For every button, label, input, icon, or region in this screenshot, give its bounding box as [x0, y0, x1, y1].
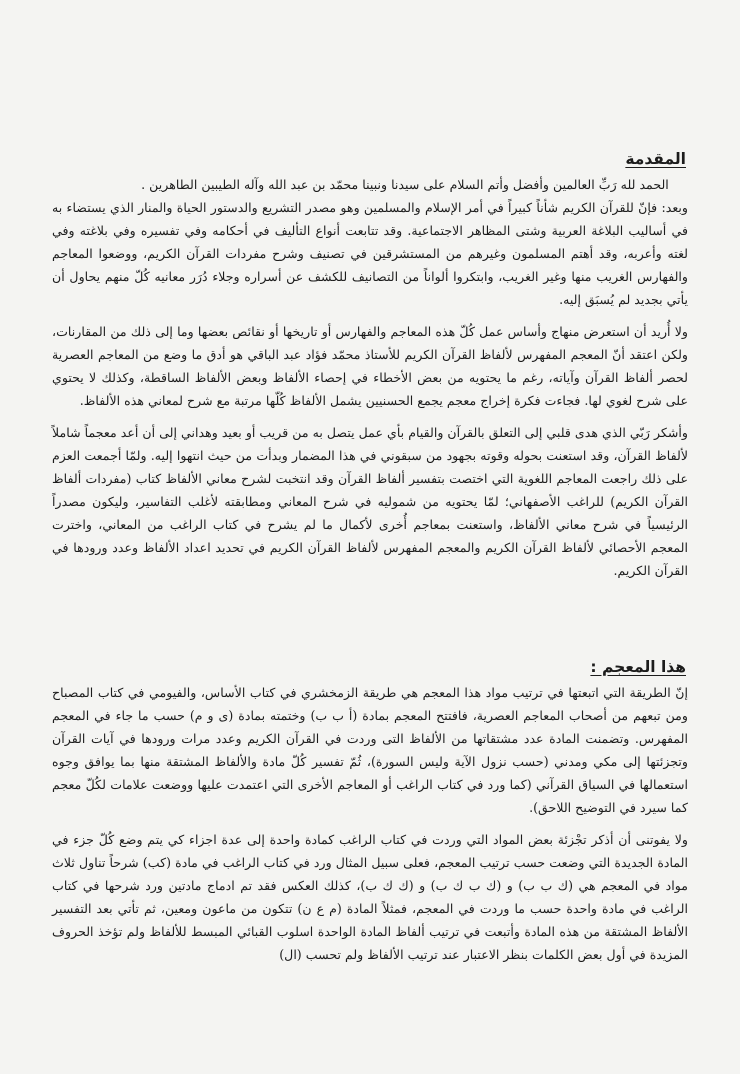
- intro-paragraph-3: ولا أُريد أن استعرض منهاج وأساس عمل كُلّ هذه المعاجم والفهارس أو تاريخها أو نقائص بعضها وما إلى ذلك من المقارنات، ولكن اعتقد أنّ المعجم المفهرس لألفاظ القرآن الكريم للأستاذ محمّد فؤاد عبد الباقي هو أدق ما وضع من المعاجم العصرية لحصر ألفاظ القرآن وآياته، رغم ما يحتويه من بعض الأخطاء في إحصاء الألفاظ وبعض الألفاظ الساقطة، وكذلك لا يحتوي على شرح لغوي لها. فجاءت فكرة إخراج معجم يجمع الحسنيين يشمل الألفاظ كُلّها مرتبة مع شرح لمعاني هذه الألفاظ.: [52, 324, 688, 408]
- intro-paragraph-2: وبعد: فإنّ للقرآن الكريم شأناً كبيراً في أمر الإسلام والمسلمين وهو مصدر التشريع والدستور الحياة والمنار الذي يستضاء به في أساليب البلاغة العربية وشتى المظاهر الاجتماعية. وقد تتابعت أنواع التأليف في أحكامه وفي تفسيره وفي بلاغته وفي لغته وأعربه، وقد أهتم المسلمون وغيرهم من المستشرقين في تصنيف وشرح مفردات القرآن الكريم، ووضعوا المعاجم والفهارس الغريب منها وغير الغريب، وابتكروا ألواناً من التصانيف للكشف عن أسراره وجلاء دُرَر معانيه كُلّ منهم يحاول أن يأتي بجديد لم يُسبَق إليه.: [52, 200, 688, 307]
- intro-heading: المقدمة: [625, 150, 686, 168]
- intro-section: [52, 150, 688, 582]
- method-section: [52, 658, 688, 966]
- intro-paragraph-4: وأشكر رَبّي الذي هدى قلبي إلى التعلق بالقرآن والقيام بأي عمل يتصل به من قريب أو بعيد وهداني إلى أن أعد معجماً شاملاً لألفاظ القرآن، وقد استعنت بحوله وقوته بجهود من سبقوني في هذا المضمار وبدأت من حيث انتهوا إليه. ولمّا أجمعت العزم على ذلك راجعت المعاجم اللغوية التي اختصت بتفسير ألفاظ القرآن وقد انتخبت لشرح معاني الألفاظ كتاب (مفردات ألفاظ القرآن الكريم) للراغب الأصفهاني؛ لمّا يحتويه من شموليه في شرح المعاني ومطابقته لأغلب التفاسير، وليكون مصدراً الرئيسياً في شرح معاني الألفاظ، واستعنت بمعاجم أُخرى لأكمال ما لم يشرح في كتاب الراغب من المعاني، واخترت المعجم الأحصائي لألفاظ القرآن الكريم والمعجم المفهرس لألفاظ القرآن الكريم في تحديد اعداد الألفاظ وعدد ورودها في القرآن الكريم.: [52, 425, 689, 578]
- method-heading: هذا المعجم :: [590, 658, 686, 676]
- method-paragraph-2: ولا يفوتنى أن أذكر تجْزئة بعض المواد التي وردت في كتاب الراغب كمادة واحدة إلى عدة اجزاء كي يتم وضع كُلّ جزء في المادة الجديدة التي وضعت حسب ترتيب المعجم، فعلى سبيل المثال ورد في كتاب الراغب في مادة (كب) شرحاً تناول ثلاث مواد في المعجم هي (ك ب ب) و (ك ب ك ب) و (ك ك ب)، كذلك العكس فقد تم ادماج مادتين ورد شرحها في كتاب الراغب في مادة واحدة حسب ما وردت في المعجم، فمثلاً المادة (م ع ن) تتكون من ماعون ومعين، ثم تأتي بعد التفسير الألفاظ المشتقة من هذه المادة وأتبعت في ترتيب ألفاظ المادة الواحدة اسلوب القبائي المبسط للألفاظ ولم تؤخذ الحروف المزيدة في أول بعض الكلمات بنظر الاعتبار عند ترتيب الألفاظ ولم تحسب (ال): [52, 832, 688, 962]
- method-paragraph-1: إنّ الطريقة التي اتبعتها في ترتيب مواد هذا المعجم هي طريقة الزمخشري في كتاب الأساس، والفيومي في كتاب المصباح ومن تبعهم من أصحاب المعاجم العصرية، فافتتح المعجم بمادة (أ ب ب) وختمته بمادة (ى و م) حسب ما جاء في المعجم المفهرس. وتضمنت المادة عدد مشتقاتها من الألفاظ التى وردت في القرآن الكريم وعدد مرات ورودها في آيات القرآن وتجزئتها إلى مكي ومدني (حسب نزول الآية وليس السورة)، ثُمّ تفسير كُلّ مادة والألفاظ المشتقة منها بما يوافق وجوه استعمالها في السياق القرآني (كما ورد في كتاب الراغب أو المعاجم الأخرى التي اعتمدت عليها ووضعت علامات لكُلّ معجم كما سيرد في التوضيح اللاحق).: [52, 685, 688, 815]
- intro-paragraph-1: الحمد لله رَبِّ العالمين وأفضل وأتم السلام على سيدنا ونبينا محمّد بن عبد الله وآله الطيبين الطاهرين .: [141, 177, 669, 192]
